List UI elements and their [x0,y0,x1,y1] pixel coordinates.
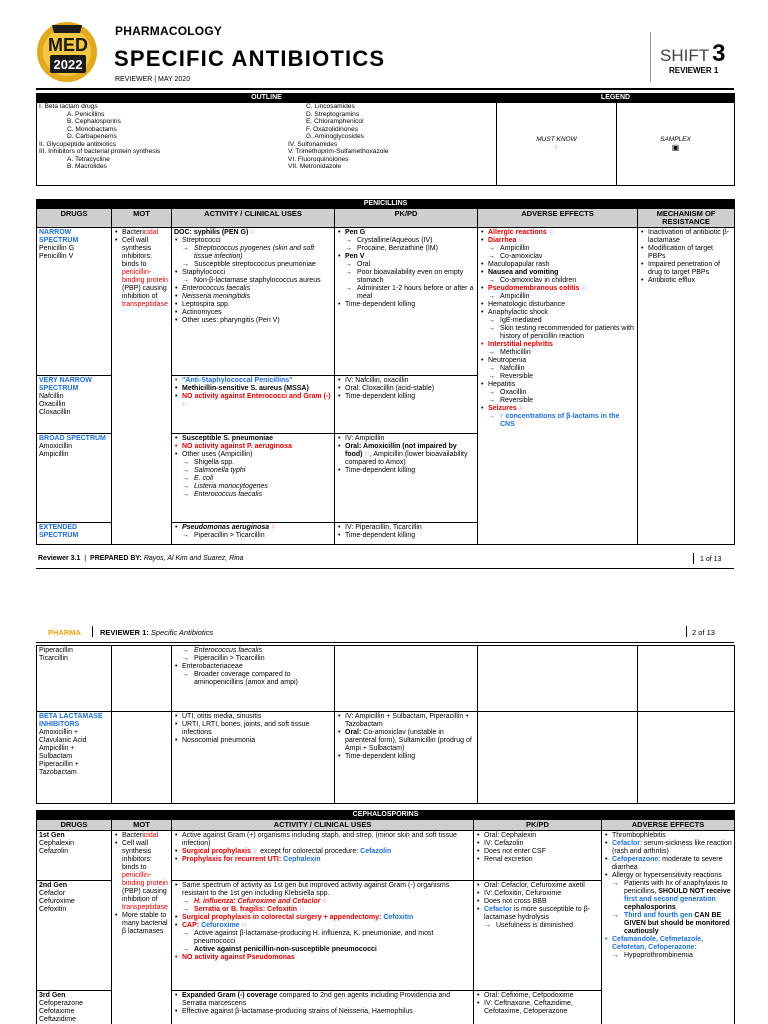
activity-very-narrow: • "Anti-Staphylococcal Penicillins" • Methicillin-sensitive S. aureus (MSSA) • NO activity against Enterococci and Gram (-) ⚐ [172,376,335,434]
col-mot: MOT [112,820,172,831]
legend-must-know: MUST KNOW ⚐ [497,103,617,186]
page-number: 1 of 13 [700,556,722,563]
page2-separator [686,626,687,637]
outline-item: B. Cephalosporins [67,118,121,125]
col-drugs: DRUGS [37,820,112,831]
page2-number: 2 of 13 [692,628,715,637]
outline-item: III. Inhibitors of bacterial protein synthesis [39,148,161,155]
pkpd-bli: • IV: Ampicillin + Sulbactam, Piperacillin + Tazobactam • Oral: Co-amoxiclav (unstable in parenteral form), Sultamicillin (prodrug of Ampi + Sulbactam) • Time-dependent killing [335,712,478,804]
mot-cell: • Bactericidal • Cell wall synthesis inhibitors: binds to penicillin-binding protein (PBP) causing inhibition of transpeptidase [112,228,172,545]
drug-cell-1st-gen: 1st Gen Cephalexin Cefazolin [37,831,112,881]
col-mot: MOT [112,209,172,228]
penicillins-table [36,199,735,545]
legend-samplex: SAMPLEX ▣ [617,103,735,186]
activity-extended-cont: → Enterococcus faecalis → Piperacillin > Ticarcillin • Enterobacteriaceae → Broader coverage compared to aminopenicillins (amox and ampi) [172,646,335,712]
flag-icon: ⚐ [299,907,305,913]
outline-item: F. Oxazolidinones [306,125,359,133]
footer-rule [36,568,734,569]
drug-cell-extended-cont: Piperacillin Ticarcillin [37,646,112,712]
col-activity: ACTIVITY / CLINICAL USES [172,209,335,228]
activity-3rd-gen: • Expanded Gram (-) coverage compared to 2nd gen agents including Providencia and Serratia marcescens • Effective against β-lactamase-producing strains of Neisseria, Haemophilus [172,991,474,1024]
activity-bli: • UTI, otitis media, sinusitis • URTI, LRTI, bones, joints, and soft tissue infections • Nosocomial pneumonia [172,712,335,804]
svg-text:2022: 2022 [53,57,83,72]
cephalosporins-heading: CEPHALOSPORINS [37,811,735,820]
ceph-adverse-cell: • Thrombophlebitis • Cefaclor: serum-sickness like reaction (rash and arthritis) • Cefoperazone: moderate to severe diarrhea • Allergy or hypersensitivity reactions → Patients with hx of anaphylaxis to penicillins, SHOULD NOT receive first and second generation cephalosporins → Third and fourth gen CAN BE GIVEN but should be monitored cautiously • Cefamandole, Cefmetazole, Cefotetan, Cefoperazone: → Hypoprothrombinemia [602,831,735,1024]
outline-item: C. Monobactams [67,125,117,133]
ceph-mot-cell: • Bactericidal • Cell wall synthesis inhibitors: binds to penicillin-binding protein (PBP) causing inhibition of transpeptidase • More stable to many bacterial β lactamases [112,831,172,1024]
cephalosporins-table [36,810,735,1024]
flag-icon: ⚐ [548,230,555,236]
pkpd-1st-gen: • Oral: Cephalexin • IV: Cefazolin • Does not enter CSF • Renal excretion [474,831,602,881]
col-drugs: DRUGS [37,209,112,228]
flag-icon: ⚐ [581,286,587,292]
drug-cell-broad: BROAD SPECTRUM Amoxicillin Ampicillin [37,434,112,523]
flag-icon: ⚐ [271,525,277,531]
outline-item: D. Carbapenems [67,133,117,140]
outline-list [37,103,497,186]
col-pkpd: PK/PD [474,820,602,831]
outline-item: E. Chloramphenicol [306,118,364,125]
activity-extended: • Pseudomonas aeruginosa ⚐ → Piperacillin > Ticarcillin [172,523,335,545]
med-2022-logo [30,15,105,85]
page2-section: PHARMA [48,628,81,637]
outline-item: I. Beta lactam drugs [39,103,98,110]
activity-narrow: DOC: syphilis (PEN G) ⚐ • Streptococci → Streptococcus pyogenes (skin and soft tissue infection) → Susceptible streptococcus pneumoniae • Staphylococci → Non-β-lactamase staphylococcus aureus • Enterococcus faecalis • Neisseria meningitidis • Leptospira spp. • Actinomyces • Other uses: pharyngitis (Pen V) [172,228,335,376]
outline-item: VII. Metronidazole [288,163,342,170]
shift-number: 3 [712,40,726,67]
drug-cell-very-narrow: VERY NARROW SPECTRUM Nafcillin Oxacillin Cloxacillin [37,376,112,434]
header-rule [36,88,734,90]
footer-separator [693,553,694,564]
adverse-effects-cell: • Allergic reactions ⚐ • Diarrhea ⚐ → Ampicillin → Co-amoxiclav • Maculopapular rash • Nausea and vomiting → Co-amoxiclav in children • Pseudomembranous colitis ⚐ → Ampicillin • Hematologic disturbance • Anaphylactic shock → IgE-mediated → Skin testing recommended for patients with history of penicillin reaction • Interstitial nephritis → Methicillin • Neutropenia → Nafcillin → Reversible • Hepatitis → Oxacillin → Reversible • Seizures ⚐ → ↑ concentrations of β-lactams in the CNS [478,228,638,545]
drug-cell-3rd-gen: 3rd Gen Cefoperazone Cefotaxime Ceftazidime [37,991,112,1024]
pkpd-2nd-gen: • Oral: Cefaclor, Cefuroxime axetil • IV: Cefoxitin, Cefuroxime • Does not cross BBB • Cefaclor is more susceptible to β-lactamase hydrolysis → Usefulness is diminished [474,881,602,991]
outline-item: V. Trimethoprim-Sulfamethoxazole [288,148,389,155]
drug-cell-narrow: NARROW SPECTRUM Penicillin G Penicillin V [37,228,112,376]
outline-item: B. Macrolides [67,163,107,170]
outline-item: A. Tetracycline [67,155,110,163]
col-adverse: ADVERSE EFFECTS [602,820,735,831]
col-resistance: MECHANISM OF RESISTANCE [638,209,735,228]
outline-item: G. Aminoglycosides [306,133,364,140]
legend-heading: LEGEND [497,94,735,103]
flag-icon: ⚐ [241,923,247,929]
page2-title: REVIEWER 1: Specific Antibiotics [100,628,214,637]
reviewer-label: REVIEWER 1 [669,66,719,75]
outline-table [36,93,735,186]
penicillins-heading: PENICILLINS [37,200,735,209]
flag-icon: ⚐ [322,899,328,905]
subject-label: PHARMACOLOGY [115,24,223,38]
page2-separator [92,626,93,637]
outline-item: VI. Fluoroquinolones [288,155,349,163]
flag-icon: ⚐ [252,849,259,855]
footer-prepared: Reviewer 3.1 | PREPARED BY: Rayos, Al Kim and Suarez, Rina [38,555,244,562]
flag-icon: ⚐ [250,230,256,236]
flag-icon: ⚐ [182,402,188,408]
drug-cell-bli: BETA LACTAMASE INHIBITORS Amoxicillin + Clavulanic Acid Ampicillin + Sulbactam Piperacillin + Tazobactam [37,712,112,804]
document-title: SPECIFIC ANTIBIOTICS [114,46,386,71]
outline-heading: OUTLINE [37,94,497,103]
pkpd-broad: • IV: Ampicillin • Oral: Amoxicillin (not impaired by food) ⚐, Ampicillin (lower bioavailability compared to Amox) • Time-dependent killing [335,434,478,523]
pkpd-extended: • IV: Piperacillin, Ticarcillin • Time-dependent killing [335,523,478,545]
flag-icon: ⚐ [518,406,525,412]
resistance-cell: • Inactivation of antibiotic β-lactamase • Modification of target PBPs • Impaired penetration of drug to target PBPs • Antibiotic efflux [638,228,735,545]
outline-item: IV. Sulfonamides [288,140,338,148]
penicillins-table-continued [36,645,735,804]
activity-1st-gen: • Active against Gram (+) organisms including staph. and strep. (minor skin and soft tissue infection) • Surgical prophylaxis ⚐ except for colorectal procedure: Cefazolin • Prophylaxis for recurrent UTI: Cephalexin [172,831,474,881]
pkpd-very-narrow: • IV: Nafcillin, oxacillin • Oral: Cloxacillin (acid-stable) • Time-dependent killing [335,376,478,434]
page2-rule [36,642,734,643]
outline-item: A. Penicillins [67,110,105,118]
drug-cell-2nd-gen: 2nd Gen Cefaclor Cefuroxime Cefoxitin [37,881,112,991]
outline-col-2 [266,103,495,171]
col-activity: ACTIVITY / CLINICAL USES [172,820,474,831]
pkpd-3rd-gen: • Oral: Cefixime, Cefpodoxime • IV: Ceftriaxone, Ceftazidime, Cefotaxime, Cefoperazone [474,991,602,1024]
outline-col-1 [37,103,266,171]
activity-broad: • Susceptible S. pneumoniae • NO activity against P. aeruginosa • Other uses (Ampicillin) → Shigella spp. → Salmonella typhi → E. coli → Listeria monocytogenes → Enterococcus faecalis [172,434,335,523]
pkpd-narrow: • Pen G → Crystalline/Aqueous (IV) → Procaine, Benzathine (IM) • Pen V → Oral → Poor bioavailability even on empty stomach → Administer 1-2 hours before or after a meal • Time-dependent killing [335,228,478,376]
activity-2nd-gen: • Same spectrum of activity as 1st gen but improved activity against Gram (-) organisms resistant to the 1st gen including Klebsiella spp. → H. influenza: Cefuroxime and Cefaclor ⚐ → Serratia or B. fragilis: Cefoxitin ⚐ • Surgical prophylaxis in colorectal surgery + appendectomy: Cefoxitin • CAP: Cefuroxime ⚐ → Active against β-lactamase-producing H. influenza, K. pneumoniae, and most pneumococci → Active against penicillin-non-susceptible pneumococci • NO activity against Pseudomonas [172,881,474,991]
col-adverse: ADVERSE EFFECTS [478,209,638,228]
flag-icon: ⚐ [553,145,560,151]
shift-label: SHIFT 3 [660,40,726,67]
svg-text:MED: MED [48,35,88,55]
outline-item: D. Streptogramins [306,110,360,118]
col-pkpd: PK/PD [335,209,478,228]
reviewer-date: REVIEWER | MAY 2020 [115,76,191,83]
outline-item: C. Lincosamides [306,103,355,110]
drug-cell-extended: EXTENDED SPECTRUM [37,523,112,545]
outline-item: II. Glycopeptide antibiotics [39,140,116,148]
flag-icon: ⚐ [518,238,524,244]
book-icon: ▣ [671,143,680,152]
flag-icon: ⚐ [364,452,370,458]
